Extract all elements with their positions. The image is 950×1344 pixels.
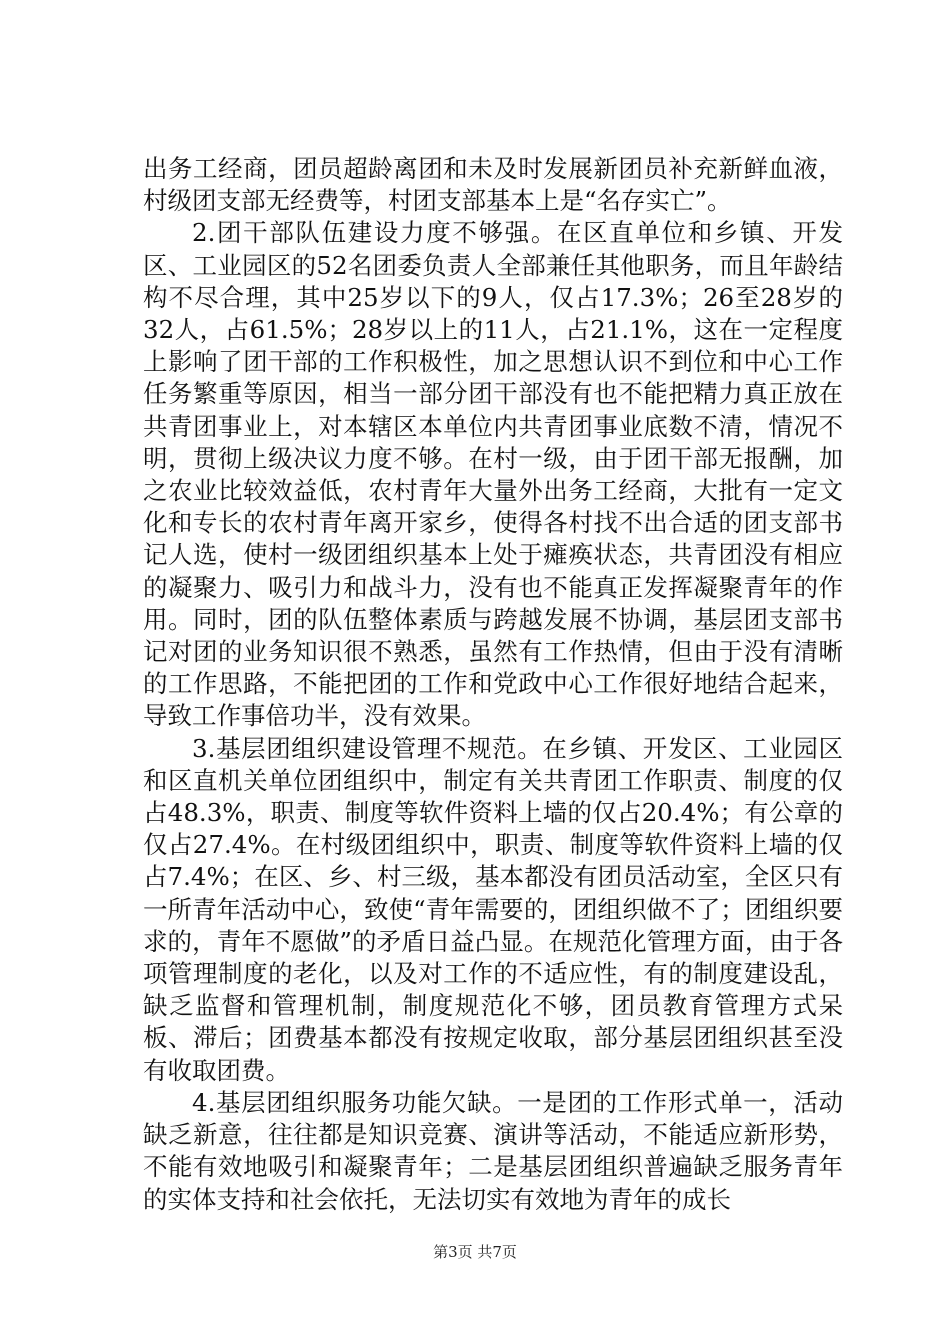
paragraph-continuation: 出务工经商，团员超龄离团和未及时发展新团员补充新鲜血液，村级团支部无经费等，村团支部基本上是“名存实亡”。 bbox=[143, 154, 843, 216]
document-body bbox=[143, 153, 843, 1216]
page-number-footer: 第3页 共7页 bbox=[433, 1243, 517, 1261]
paragraph-cadre-team: 2.团干部队伍建设力度不够强。在区直单位和乡镇、开发区、工业园区的52名团委负责人全部兼任其他职务，而且年龄结构不尽合理，其中25岁以下的9人，仅占17.3%；26至28岁的32人，占61.5%；28岁以上的11人，占21.1%，这在一定程度上影响了团干部的工作积极性，加之思想认识不到位和中心工作任务繁重等原因，相当一部分团干部没有也不能把精力真正放在共青团事业上，对本辖区本单位内共青团事业底数不清，情况不明，贯彻上级决议力度不够。在村一级，由于团干部无报酬，加之农业比较效益低，农村青年大量外出务工经商，大批有一定文化和专长的农村青年离开家乡，使得各村找不出合适的团支部书记人选，使村一级团组织基本上处于瘫痪状态，共青团没有相应的凝聚力、吸引力和战斗力，没有也不能真正发挥凝聚青年的作用。同时，团的队伍整体素质与跨越发展不协调，基层团支部书记对团的业务知识很不熟悉，虽然有工作热情，但由于没有清晰的工作思路，不能把团的工作和党政中心工作很好地结合起来，导致工作事倍功半，没有效果。 bbox=[143, 218, 843, 731]
paragraph-management: 3.基层团组织建设管理不规范。在乡镇、开发区、工业园区和区直机关单位团组织中，制定有关共青团工作职责、制度的仅占48.3%，职责、制度等软件资料上墙的仅占20.4%；有公章的仅占27.4%。在村级团组织中，职责、制度等软件资料上墙的仅占7.4%；在区、乡、村三级，基本都没有团员活动室，全区只有一所青年活动中心，致使“青年需要的，团组织做不了；团组织要求的，青年不愿做”的矛盾日益凸显。在规范化管理方面，由于各项管理制度的老化，以及对工作的不适应性，有的制度建设乱，缺乏监督和管理机制，制度规范化不够，团员教育管理方式呆板、滞后；团费基本都没有按规定收取，部分基层团组织甚至没有收取团费。 bbox=[143, 733, 843, 1085]
paragraph-service-function: 4.基层团组织服务功能欠缺。一是团的工作形式单一，活动缺乏新意，往往都是知识竞赛、演讲等活动，不能适应新形势，不能有效地吸引和凝聚青年；二是基层团组织普遍缺乏服务青年的实体支持和社会依托，无法切实有效地为青年的成长 bbox=[143, 1087, 843, 1214]
